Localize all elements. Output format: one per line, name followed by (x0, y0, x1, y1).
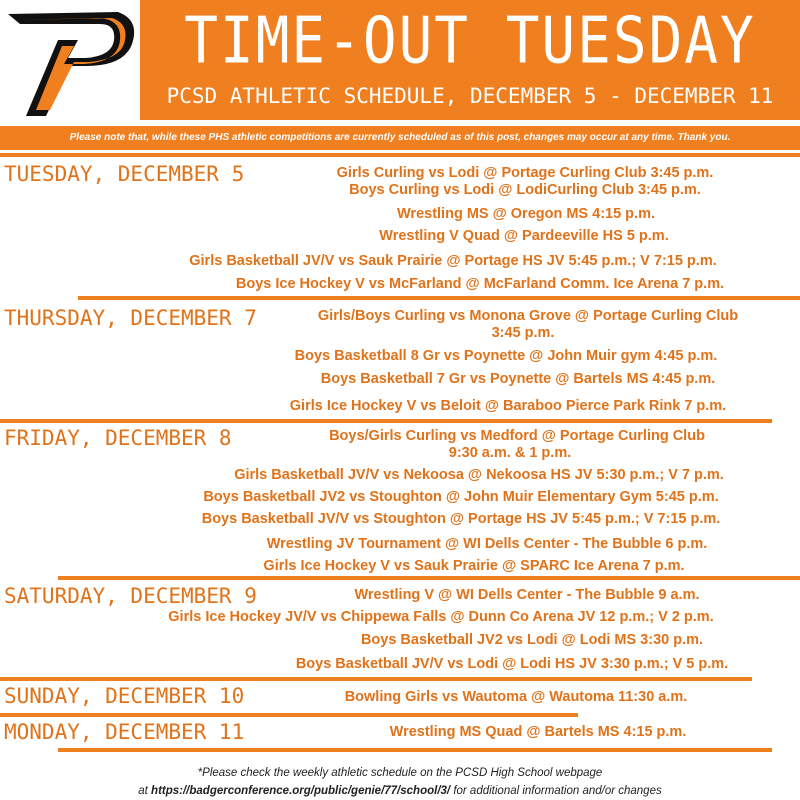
footer-suffix: for additional information and/or changes (453, 785, 662, 797)
divider (58, 576, 800, 580)
event-line: 3:45 p.m. (491, 325, 555, 341)
day-heading-sunday: SUNDAY, DECEMBER 10 (4, 684, 245, 708)
event-line: Wrestling JV Tournament @ WI Dells Center - The Bubble 6 p.m. (266, 536, 708, 552)
header-banner (140, 0, 800, 120)
footer-note (0, 764, 800, 800)
event-line: Girls Ice Hockey V vs Sauk Prairie @ SPARC Ice Arena 7 p.m. (263, 558, 685, 574)
event-line: 9:30 a.m. & 1 p.m. (448, 445, 572, 461)
divider (58, 748, 772, 752)
event-line: Boys/Girls Curling vs Medford @ Portage Curling Club (329, 428, 705, 444)
event-line: Girls Ice Hockey JV/V vs Chippewa Falls @ Dunn Co Arena JV 12 p.m.; V 2 p.m. (168, 609, 714, 625)
event-line: Girls Ice Hockey V vs Beloit @ Baraboo Pierce Park Rink 7 p.m. (289, 398, 727, 414)
divider (78, 296, 800, 300)
divider (0, 677, 752, 681)
event-line: Girls Curling vs Lodi @ Portage Curling Club 3:45 p.m. (336, 165, 714, 181)
schedule-link[interactable]: https://badgerconference.org/public/genie/77/school/3/ (151, 785, 451, 797)
event-line: Girls Basketball JV/V vs Nekoosa @ Nekoosa HS JV 5:30 p.m.; V 7 p.m. (234, 467, 724, 483)
event-line: Boys Basketball JV/V vs Lodi @ Lodi HS JV 3:30 p.m.; V 5 p.m. (295, 656, 729, 672)
event-line: Boys Basketball JV2 vs Lodi @ Lodi MS 3:30 p.m. (360, 632, 704, 648)
event-line: Girls/Boys Curling vs Monona Grove @ Portage Curling Club (317, 308, 739, 324)
day-heading-saturday: SATURDAY, DECEMBER 9 (4, 584, 257, 608)
divider (0, 713, 578, 717)
event-line: Wrestling MS @ Oregon MS 4:15 p.m. (397, 206, 655, 222)
event-line: Boys Ice Hockey V vs McFarland @ McFarland Comm. Ice Arena 7 p.m. (235, 276, 725, 292)
footer-line-1: *Please check the weekly athletic schedule on the PCSD High School webpage (197, 767, 603, 779)
notice-banner: Please note that, while these PHS athletic competitions are currently scheduled as of this post, changes may occur at any time. Thank you. (0, 126, 800, 150)
event-line: Girls Basketball JV/V vs Sauk Prairie @ Portage HS JV 5:45 p.m.; V 7:15 p.m. (189, 253, 717, 269)
day-heading-thursday: THURSDAY, DECEMBER 7 (4, 306, 257, 330)
event-line: Wrestling V @ WI Dells Center - The Bubble 9 a.m. (354, 587, 700, 603)
footer-prefix: at (138, 785, 148, 797)
school-logo (0, 0, 138, 118)
page-title: TIME-OUT TUESDAY (184, 4, 756, 79)
event-line: Boys Basketball JV/V vs Stoughton @ Portage HS JV 5:45 p.m.; V 7:15 p.m. (201, 511, 721, 527)
event-line: Wrestling MS Quad @ Bartels MS 4:15 p.m. (389, 724, 687, 740)
day-heading-tuesday: TUESDAY, DECEMBER 5 (4, 162, 245, 186)
event-line: Boys Curling vs Lodi @ LodiCurling Club 3:45 p.m. (349, 182, 701, 198)
event-line: Boys Basketball JV2 vs Stoughton @ John Muir Elementary Gym 5:45 p.m. (203, 489, 719, 505)
page-subtitle: PCSD ATHLETIC SCHEDULE, DECEMBER 5 - DECEMBER 11 (166, 84, 774, 108)
event-line: Boys Basketball 8 Gr vs Poynette @ John Muir gym 4:45 p.m. (294, 348, 718, 364)
footer-line-2 (0, 782, 800, 800)
divider (0, 153, 800, 157)
day-heading-friday: FRIDAY, DECEMBER 8 (4, 426, 232, 450)
event-line: Boys Basketball 7 Gr vs Poynette @ Bartels MS 4:45 p.m. (320, 371, 716, 387)
event-line: Bowling Girls vs Wautoma @ Wautoma 11:30 a.m. (344, 689, 688, 705)
day-heading-monday: MONDAY, DECEMBER 11 (4, 720, 245, 744)
divider (0, 419, 772, 423)
event-line: Wrestling V Quad @ Pardeeville HS 5 p.m. (379, 228, 669, 244)
